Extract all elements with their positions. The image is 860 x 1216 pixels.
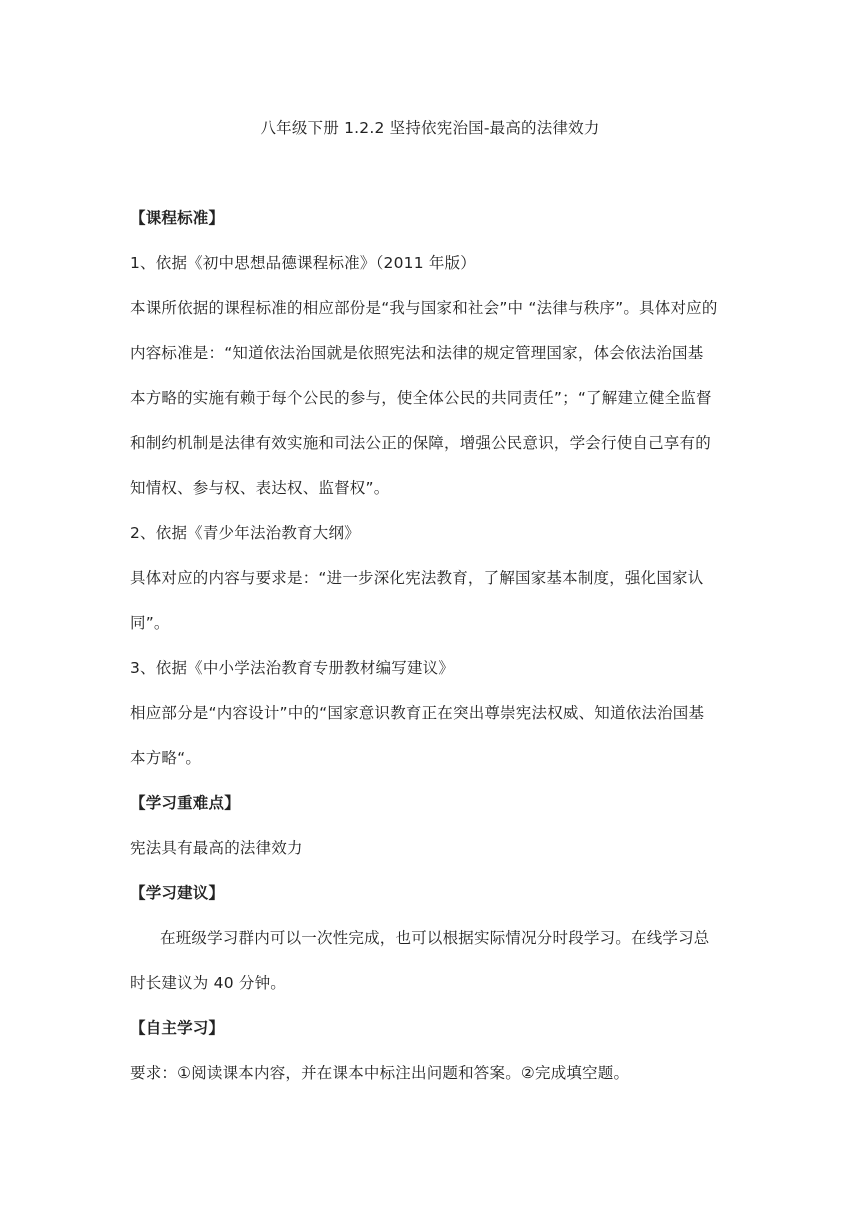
curriculum-heading: 【课程标准】 [130, 209, 225, 227]
curriculum-item3-line: 相应部分是“内容设计”中的“国家意识教育正在突出尊崇宪法权威、知道依法治国基 [130, 704, 705, 722]
curriculum-item1-line: 本课所依据的课程标准的相应部份是“我与国家和社会”中 “法律与秩序”。具体对应的 [130, 299, 718, 317]
document-title: 八年级下册 1.2.2 坚持依宪治国-最高的法律效力 [260, 119, 600, 137]
curriculum-item1-line: 和制约机制是法律有效实施和司法公正的保障，增强公民意识，学会行使自己享有的 [130, 434, 711, 452]
curriculum-item1-line: 本方略的实施有赖于每个公民的参与，使全体公民的共同责任”；“了解建立健全监督 [130, 389, 712, 407]
key-points-text: 宪法具有最高的法律效力 [130, 839, 303, 857]
curriculum-item3-line: 本方略“。 [130, 749, 202, 767]
self-study-text: 要求：①阅读课本内容，并在课本中标注出问题和答案。②完成填空题。 [130, 1064, 630, 1082]
curriculum-item1-title: 1、依据《初中思想品德课程标准》（2011 年版） [130, 254, 476, 272]
curriculum-item2-line: 同”。 [130, 614, 170, 632]
curriculum-item1-line: 知情权、参与权、表达权、监督权”。 [130, 479, 390, 497]
self-study-heading: 【自主学习】 [130, 1019, 225, 1037]
key-points-heading: 【学习重难点】 [130, 794, 240, 812]
curriculum-item2-line: 具体对应的内容与要求是：“进一步深化宪法教育，了解国家基本制度，强化国家认 [130, 569, 704, 587]
suggestion-line: 时长建议为 40 分钟。 [130, 974, 286, 992]
curriculum-item2-title: 2、依据《青少年法治教育大纲》 [130, 524, 360, 542]
curriculum-item3-title: 3、依据《中小学法治教育专册教材编写建议》 [130, 659, 455, 677]
suggestion-heading: 【学习建议】 [130, 884, 225, 902]
curriculum-item1-line: 内容标准是：“知道依法治国就是依照宪法和法律的规定管理国家，体会依法治国基 [130, 344, 704, 362]
suggestion-line: 在班级学习群内可以一次性完成，也可以根据实际情况分时段学习。在线学习总 [160, 929, 710, 947]
